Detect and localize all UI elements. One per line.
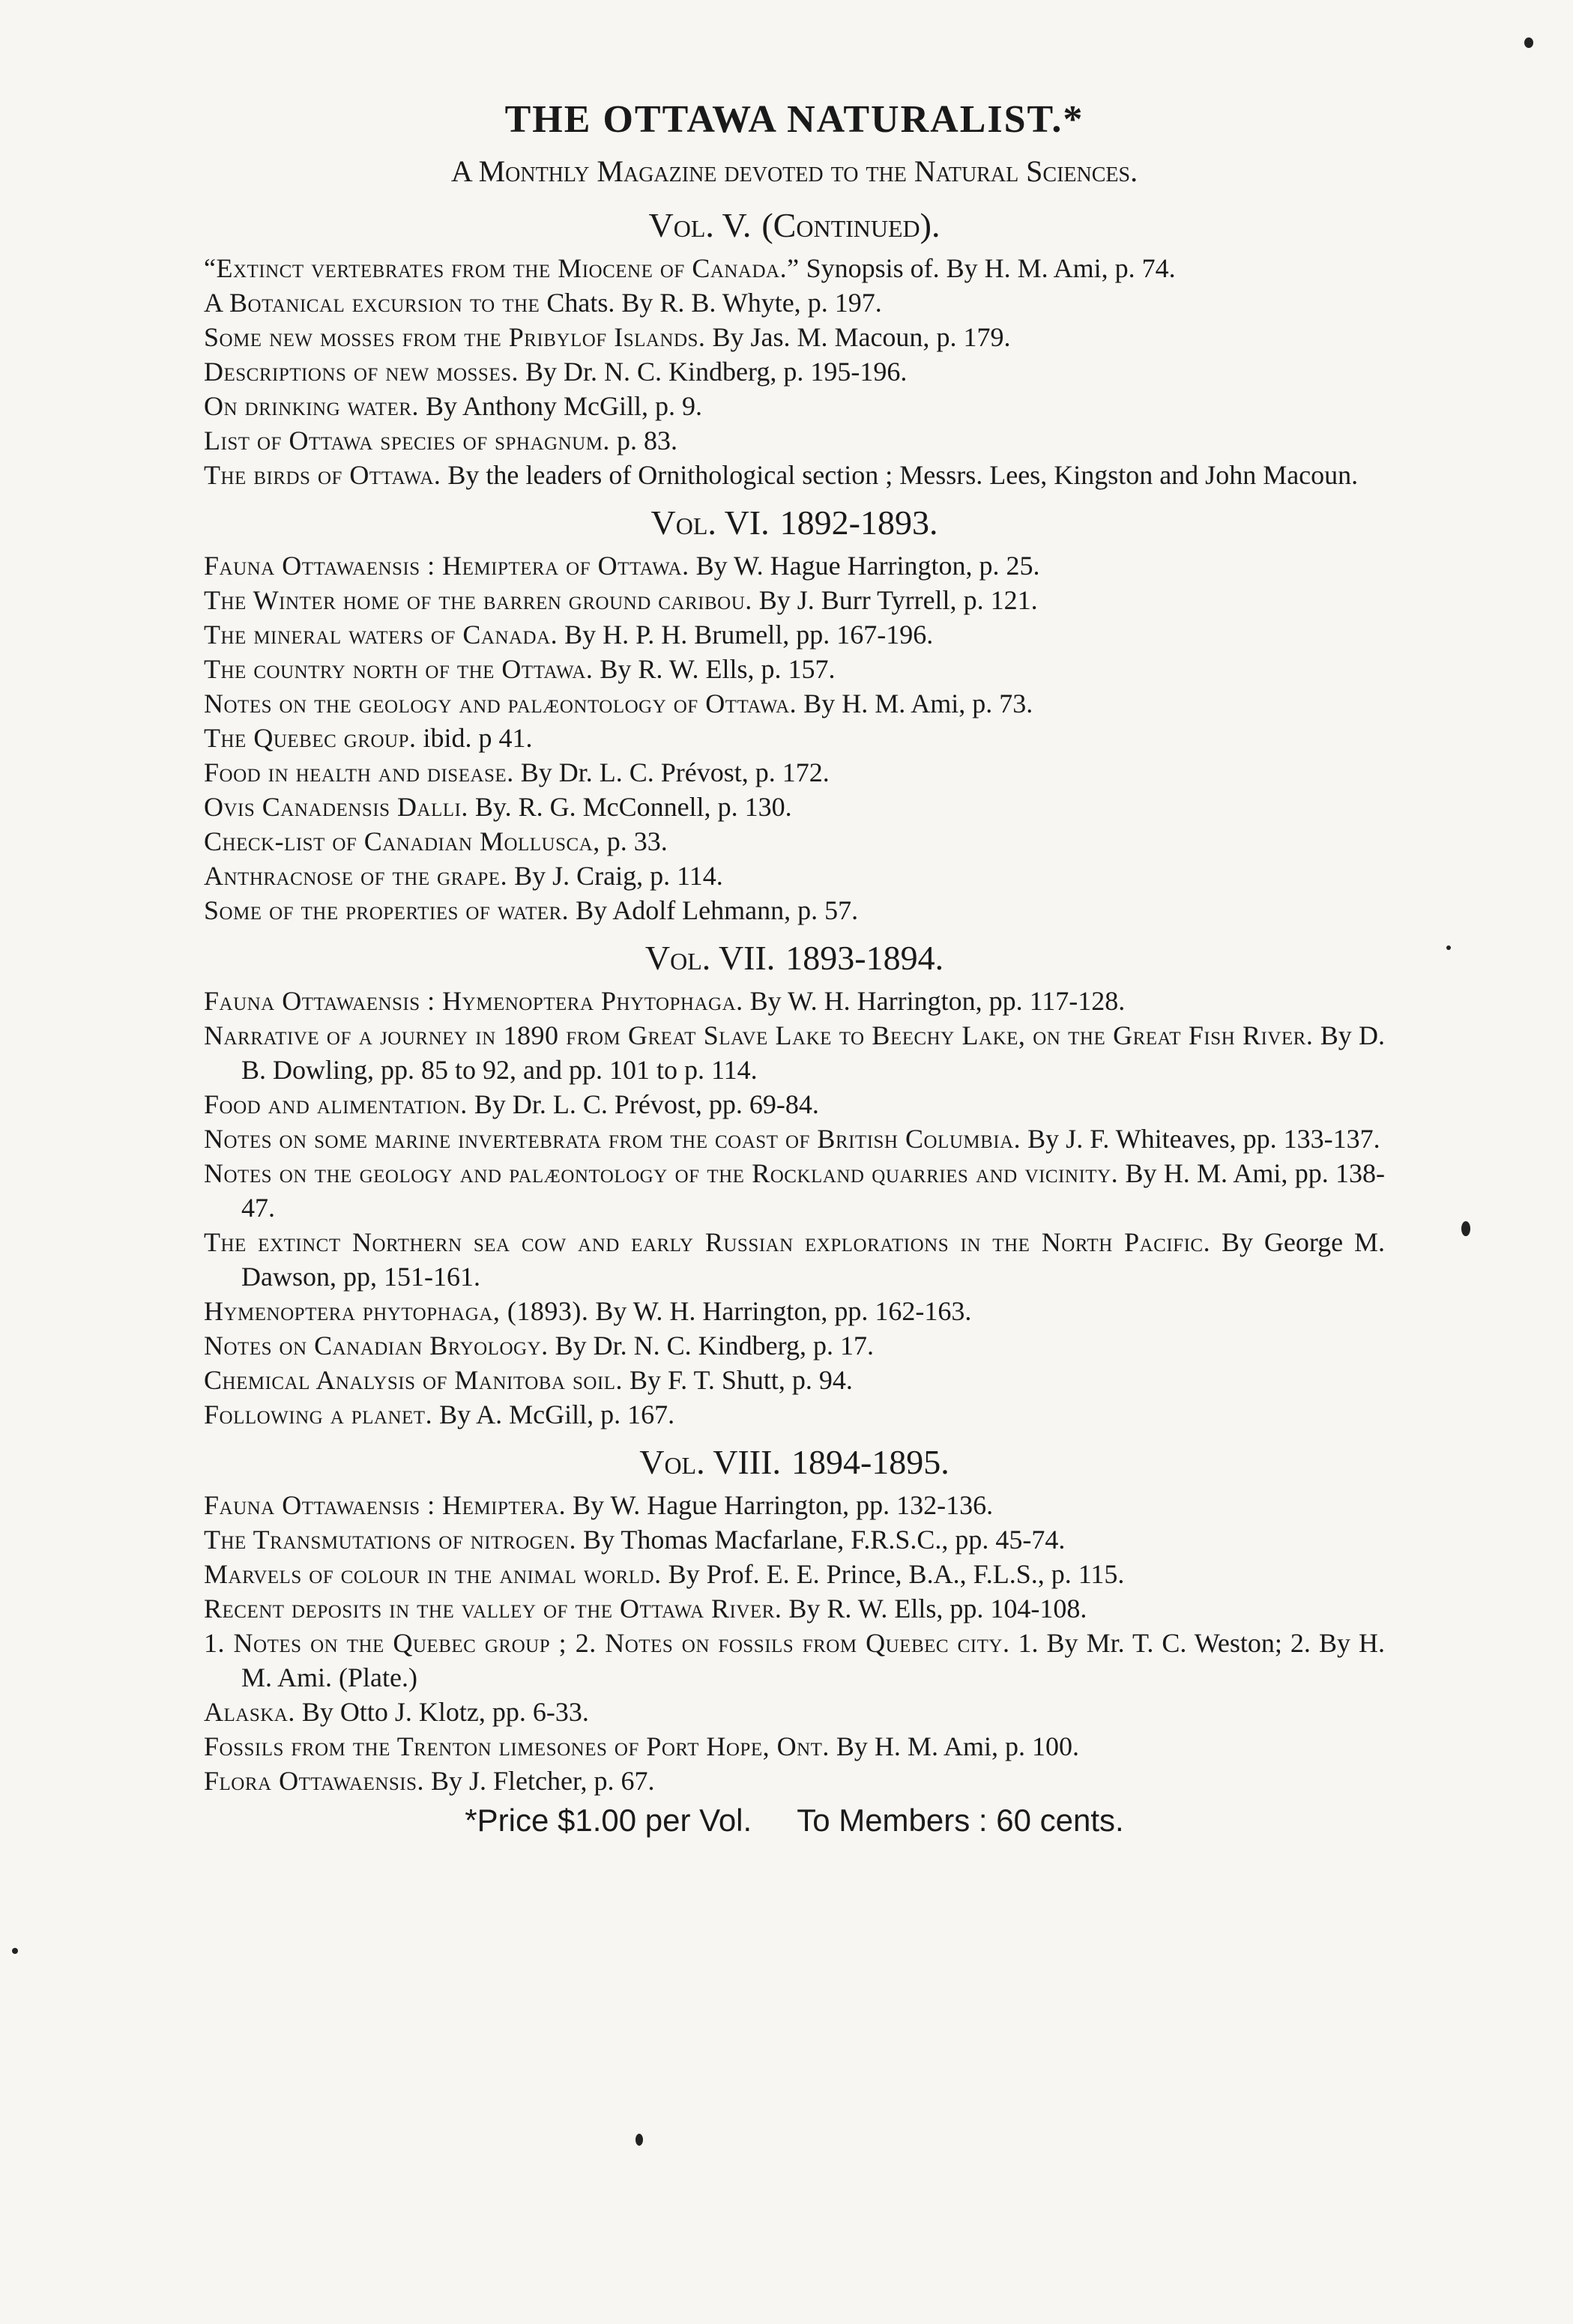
- article-entry: [204, 251, 1385, 285]
- volume-years: 1892-1893.: [779, 503, 938, 542]
- article-title: Recent deposits in the valley of the Ottawa River.: [204, 1594, 782, 1624]
- volume-years: (Continued).: [761, 206, 941, 244]
- article-entry: [204, 1626, 1385, 1695]
- article-entry: [204, 320, 1385, 354]
- page-content: [204, 97, 1385, 1839]
- article-author: By Anthony McGill,: [425, 391, 649, 421]
- article-entry: [204, 1122, 1385, 1156]
- article-author: By W. H. Harrington,: [749, 986, 982, 1016]
- article-pages: p. 157.: [761, 654, 836, 684]
- article-title: Check-list of Canadian Mollusca,: [204, 826, 600, 856]
- article-pages: p. 57.: [797, 895, 859, 925]
- article-title: List of Ottawa species of sphagnum.: [204, 426, 610, 456]
- article-title: The mineral waters of Canada.: [204, 620, 558, 650]
- article-entry: [204, 984, 1385, 1018]
- article-entry: [204, 617, 1385, 652]
- article-title: The country north of the Ottawa.: [204, 654, 594, 684]
- article-pages: p. 179.: [936, 322, 1011, 352]
- article-author: By H. M. Ami,: [803, 689, 966, 718]
- article-author: By the leaders of Ornithological section ; Messrs. Lees, Kingston and John Macoun.: [447, 460, 1359, 490]
- article-title: The Transmutations of nitrogen.: [204, 1525, 577, 1555]
- article-author: By J. F. Whiteaves,: [1027, 1124, 1237, 1154]
- price-line: [204, 1803, 1385, 1839]
- article-author: By W. H. Harrington,: [595, 1296, 828, 1326]
- article-author: By George M. Dawson,: [241, 1227, 1386, 1292]
- article-title: Food and alimentation.: [204, 1089, 468, 1119]
- article-pages: p. 73.: [972, 689, 1033, 718]
- article-entry: [204, 1557, 1385, 1591]
- scan-speck: [1524, 37, 1533, 48]
- article-pages: (Plate.): [339, 1662, 417, 1692]
- article-author: Chats. By R. B. Whyte,: [546, 288, 801, 318]
- article-entry: [204, 389, 1385, 423]
- article-pages: pp. 138-47.: [241, 1158, 1385, 1223]
- article-entry: [204, 458, 1385, 492]
- article-entry: [204, 1729, 1385, 1764]
- article-entry: [204, 1294, 1385, 1328]
- article-entry: [204, 583, 1385, 617]
- article-entry: [204, 1087, 1385, 1122]
- article-pages: p. 195-196.: [783, 357, 908, 387]
- article-pages: p. 114.: [650, 861, 723, 891]
- article-pages: p. 121.: [963, 585, 1038, 615]
- article-title: Following a planet.: [204, 1399, 433, 1429]
- scan-speck: [1461, 1221, 1470, 1236]
- article-title: The birds of Ottawa.: [204, 460, 441, 490]
- article-pages: p. 83.: [616, 426, 677, 456]
- volume-heading: [204, 503, 1385, 542]
- article-title: Alaska.: [204, 1697, 295, 1727]
- scan-speck: [1446, 945, 1451, 950]
- article-entry: [204, 1225, 1385, 1294]
- price-text: *Price $1.00 per Vol.: [465, 1803, 752, 1838]
- article-title: Anthracnose of the grape.: [204, 861, 508, 891]
- article-title: Flora Ottawaensis.: [204, 1766, 425, 1796]
- article-pages: pp. 69-84.: [708, 1089, 819, 1119]
- article-pages: p. 94.: [791, 1365, 853, 1395]
- article-pages: p 41.: [478, 723, 533, 753]
- article-entry: [204, 893, 1385, 928]
- magazine-subtitle: A Monthly Magazine devoted to the Natural Sciences.: [450, 154, 1138, 188]
- volume-list: [204, 205, 1385, 1798]
- article-entry: [204, 1522, 1385, 1557]
- article-title: Descriptions of new mosses.: [204, 357, 519, 387]
- article-title: Notes on some marine invertebrata from the coast of British Columbia.: [204, 1124, 1021, 1154]
- article-entry: [204, 1018, 1385, 1087]
- article-entry: [204, 1397, 1385, 1432]
- article-entry: [204, 755, 1385, 790]
- article-entry: [204, 1764, 1385, 1798]
- article-pages: pp. 132-136.: [856, 1490, 994, 1520]
- article-title: Notes on the geology and palæontology of the Rockland quarries and vicinity.: [204, 1158, 1119, 1188]
- article-pages: p. 17.: [812, 1331, 874, 1361]
- article-entry: [204, 859, 1385, 893]
- article-author: 1. By Mr. T. C. Weston; 2. By H. M. Ami.: [241, 1628, 1385, 1692]
- volume-heading: [204, 205, 1385, 245]
- article-pages: pp. 117-128.: [988, 986, 1126, 1016]
- article-title: Some of the properties of water.: [204, 895, 570, 925]
- article-author: By J. Craig,: [514, 861, 644, 891]
- article-title: The extinct Northern sea cow and early Russian explorations in the North Pacific.: [204, 1227, 1211, 1257]
- article-author: By A. McGill,: [439, 1399, 594, 1429]
- article-entry: [204, 1488, 1385, 1522]
- scan-speck: [635, 2134, 643, 2146]
- article-title: On drinking water.: [204, 391, 419, 421]
- article-author: By Adolf Lehmann,: [576, 895, 791, 925]
- article-author: By Dr. N. C. Kindberg,: [525, 357, 777, 387]
- article-author: By H. M. Ami,: [1125, 1158, 1288, 1188]
- article-title: “Extinct vertebrates from the Miocene of Canada.”: [204, 253, 800, 283]
- article-author: By Dr. N. C. Kindberg,: [555, 1331, 806, 1361]
- article-pages: p. 25.: [979, 551, 1040, 581]
- article-pages: pp. 6-33.: [492, 1697, 589, 1727]
- volume-years: 1893-1894.: [785, 939, 944, 977]
- article-entry: [204, 686, 1385, 721]
- article-author: By Dr. L. C. Prévost,: [474, 1089, 702, 1119]
- article-title: Chemical Analysis of Manitoba soil.: [204, 1365, 624, 1395]
- article-author: By Thomas Macfarlane, F.R.S.C.,: [583, 1525, 949, 1555]
- article-entry: [204, 1328, 1385, 1363]
- scan-speck: [12, 1948, 18, 1954]
- article-author: By Jas. M. Macoun,: [712, 322, 930, 352]
- article-entry: [204, 1591, 1385, 1626]
- article-author: By H. M. Ami,: [836, 1731, 998, 1761]
- article-title: Food in health and disease.: [204, 757, 514, 787]
- article-author: By H. P. H. Brumell,: [564, 620, 790, 650]
- article-pages: pp. 133-137.: [1243, 1124, 1380, 1154]
- article-pages: p. 100.: [1004, 1731, 1079, 1761]
- article-title: The Quebec group.: [204, 723, 417, 753]
- article-entry: [204, 1156, 1385, 1225]
- article-pages: pp. 167-196.: [796, 620, 934, 650]
- volume-label: Vol. V.: [648, 206, 752, 244]
- article-entry: [204, 1363, 1385, 1397]
- volume-label: Vol. VIII.: [639, 1443, 781, 1481]
- article-entry: [204, 652, 1385, 686]
- article-author: By Otto J. Klotz,: [301, 1697, 486, 1727]
- article-title: Hymenoptera phytophaga, (1893).: [204, 1296, 589, 1326]
- article-author: By R. W. Ells,: [600, 654, 755, 684]
- article-author: By F. T. Shutt,: [629, 1365, 785, 1395]
- article-author: By J. Burr Tyrrell,: [758, 585, 957, 615]
- volume-heading: [204, 938, 1385, 978]
- article-entry: [204, 423, 1385, 458]
- article-pages: p. 9.: [655, 391, 703, 421]
- article-entry: [204, 285, 1385, 320]
- article-title: Narrative of a journey in 1890 from Great Slave Lake to Beechy Lake, on the Great Fish River.: [204, 1020, 1314, 1050]
- article-title: Fauna Ottawaensis : Hemiptera.: [204, 1490, 567, 1520]
- article-title: Notes on the geology and palæontology of Ottawa.: [204, 689, 797, 718]
- article-title: A Botanical excursion to the: [204, 288, 540, 318]
- article-entry: [204, 354, 1385, 389]
- article-author: By. R. G. McConnell,: [474, 792, 711, 822]
- article-author: ibid.: [423, 723, 472, 753]
- article-author: Synopsis of. By H. M. Ami,: [806, 253, 1108, 283]
- volume-label: Vol. VII.: [644, 939, 776, 977]
- article-title: Fauna Ottawaensis : Hemiptera of Ottawa.: [204, 551, 689, 581]
- article-pages: pp, 151-161.: [342, 1262, 480, 1292]
- article-author: By Prof. E. E. Prince, B.A., F.L.S.,: [668, 1559, 1045, 1589]
- article-pages: p. 172.: [755, 757, 830, 787]
- article-entry: [204, 790, 1385, 824]
- volume-label: Vol. VI.: [650, 503, 770, 542]
- article-title: Ovis Canadensis Dalli.: [204, 792, 468, 822]
- article-pages: p. 74.: [1114, 253, 1176, 283]
- article-pages: pp. 85 to 92, and pp. 101 to p. 114.: [381, 1055, 758, 1085]
- article-title: Notes on Canadian Bryology.: [204, 1331, 549, 1361]
- article-title: Fossils from the Trenton limesones of Port Hope, Ont.: [204, 1731, 830, 1761]
- article-pages: p. 167.: [600, 1399, 675, 1429]
- article-pages: p. 197.: [807, 288, 882, 318]
- volume-heading: [204, 1442, 1385, 1482]
- article-pages: pp. 162-163.: [834, 1296, 972, 1326]
- article-author: By W. Hague Harrington,: [573, 1490, 850, 1520]
- article-pages: pp. 104-108.: [949, 1594, 1087, 1624]
- volume-years: 1894-1895.: [791, 1443, 949, 1481]
- article-author: By R. W. Ells,: [788, 1594, 944, 1624]
- article-author: By Dr. L. C. Prévost,: [520, 757, 749, 787]
- article-title: 1. Notes on the Quebec group ; 2. Notes on fossils from Quebec city.: [204, 1628, 1010, 1658]
- article-pages: p. 130.: [717, 792, 792, 822]
- article-author: By J. Fletcher,: [431, 1766, 588, 1796]
- article-author: By W. Hague Harrington,: [695, 551, 973, 581]
- article-pages: pp. 45-74.: [955, 1525, 1066, 1555]
- article-entry: [204, 824, 1385, 859]
- article-entry: [204, 548, 1385, 583]
- article-title: Marvels of colour in the animal world.: [204, 1559, 662, 1589]
- article-author: By D. B. Dowling,: [241, 1020, 1386, 1085]
- article-title: Fauna Ottawaensis : Hymenoptera Phytophaga.: [204, 986, 743, 1016]
- article-pages: p. 67.: [594, 1766, 655, 1796]
- members-price-text: To Members : 60 cents.: [797, 1803, 1124, 1838]
- article-entry: [204, 1695, 1385, 1729]
- article-pages: p. 33.: [606, 826, 668, 856]
- article-title: The Winter home of the barren ground caribou.: [204, 585, 752, 615]
- article-title: Some new mosses from the Pribylof Islands.: [204, 322, 706, 352]
- magazine-title: THE OTTAWA NATURALIST.*: [504, 98, 1084, 141]
- article-entry: [204, 721, 1385, 755]
- article-pages: p. 115.: [1051, 1559, 1125, 1589]
